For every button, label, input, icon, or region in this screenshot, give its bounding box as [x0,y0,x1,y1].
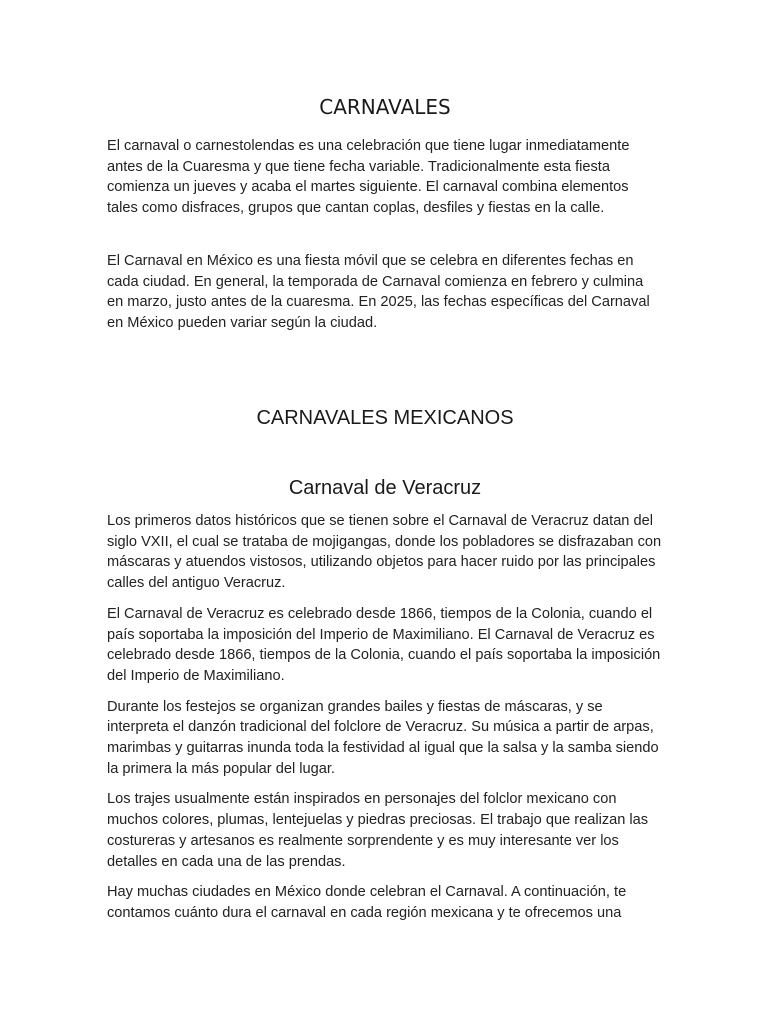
veracruz-section-body [107,511,663,934]
veracruz-paragraph-4: Los trajes usualmente están inspirados en personajes del folclor mexicano con muchos colores, plumas, lentejuelas y piedras preciosas. El trabajo que realizan las costureras y artesanos es realmente sorprendente y es muy interesante ver los detalles en cada una de las prendas. [107,791,649,870]
intro-paragraph-2: El Carnaval en México es una fiesta móvil que se celebra en diferentes fechas en cada ciudad. En general, la temporada de Carnaval comienza en febrero y culmina en marzo, justo antes de la cuaresma. En 2025, las fechas específicas del Carnaval en México pueden variar según la ciudad. [107,253,650,332]
section-heading: CARNAVALES MEXICANOS [256,407,514,429]
veracruz-paragraph-1: Los primeros datos históricos que se tienen sobre el Carnaval de Veracruz datan del siglo VXII, el cual se trataba de mojigangas, donde los pobladores se disfrazaban con máscaras y atuendos vistosos, utilizando objetos para hacer ruido por las principales calles del antiguo Veracruz. [107,513,662,592]
intro-paragraph-1: El carnaval o carnestolendas es una celebración que tiene lugar inmediatamente antes de la Cuaresma y que tiene fecha variable. Tradicionalmente esta fiesta comienza un jueves y acaba el martes siguiente. El carnaval combina elementos tales como disfraces, grupos que cantan coplas, desfiles y fiestas en la calle. [107,138,630,217]
veracruz-paragraph-5: Hay muchas ciudades en México donde celebran el Carnaval. A continuación, te contamos cuánto dura el carnaval en cada región mexicana y te ofrecemos una [107,884,627,921]
document-title: CARNAVALES [319,95,451,119]
veracruz-paragraph-3: Durante los festejos se organizan grandes bailes y fiestas de máscaras, y se interpreta el danzón tradicional del folclore de Veracruz. Su música a partir de arpas, marimbas y guitarras inunda toda la festividad al igual que la salsa y la samba siendo la primera la más popular del lugar. [107,698,659,777]
veracruz-paragraph-2: El Carnaval de Veracruz es celebrado desde 1866, tiempos de la Colonia, cuando el país soportaba la imposición del Imperio de Maximiliano. El Carnaval de Veracruz es celebrado desde 1866, tiempos de la Colonia, cuando el país soportaba la imposición del Imperio de Maximiliano. [107,605,661,684]
subsection-heading: Carnaval de Veracruz [288,477,482,499]
